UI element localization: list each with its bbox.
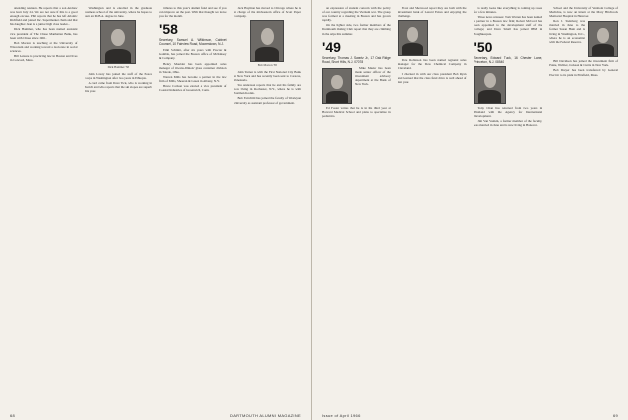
paragraph: Tony Chan has returned from two years in Thailand with the Agency for International Development. bbox=[473, 105, 543, 118]
class-secretary: Secretary, Thomas J. Swartz Jr., 17 Oak Ridge Road, Short Hills, N.J. 07078 bbox=[322, 55, 391, 64]
paragraph: Washington and is enrolled in the graduate business school of the university, where he hopes to earn an M.B.A. degree in June. bbox=[84, 6, 152, 19]
paragraph: an expression of student concern with the policy of our country regarding the Vietnam war. The group was formed at a meeting in Boston and has grown rapidly. bbox=[322, 6, 391, 23]
paragraph: Bob Morton is teaching at the University of Wisconsin and working toward a doctorate in social sciences. bbox=[10, 40, 78, 53]
paragraph: A card came from Dave Tick, who is working in Zurich and who reports that the ski slopes are superb this year. bbox=[84, 81, 152, 94]
magazine-title: DARTMOUTH ALUMNI MAGAZINE bbox=[230, 413, 301, 418]
right-column-1 bbox=[322, 6, 391, 402]
paragraph: Bob Dreyer has been transferred by General Electric to its plant in Pittsfield, Mass. bbox=[549, 68, 618, 77]
class-secretary: Secretary, Edward Tuck, 16 Chester Lane, Princeton, N.J. 08540 bbox=[473, 55, 543, 64]
portrait-photo bbox=[398, 20, 428, 56]
left-column-4 bbox=[234, 6, 302, 402]
paragraph: is really looks like everything is coming up roses for a few minutes. bbox=[473, 6, 543, 15]
paragraph: Stu Anderson reports that he and his family are now living in Rochester, N.Y., where he is with Eastman Kodak. bbox=[233, 83, 301, 96]
paragraph: John Lawry has joined the staff of the Peace Corps in Washington after two years in Ethiopia. bbox=[84, 71, 152, 80]
paragraph: Bill Leisure is practicing law in Boston and lives in Concord, Mass. bbox=[10, 54, 78, 63]
portrait-photo bbox=[250, 20, 284, 62]
paragraph: Jim Van Vonkin, a former member of the faculty, was married in June and is now living in Hanover. bbox=[473, 118, 543, 128]
paragraph: Bruce Carlson was elected a vice president of Coastal Industries of Greenwich, Conn. bbox=[159, 84, 227, 93]
right-column-4 bbox=[549, 6, 618, 402]
paragraph: Bill Davidson has joined the investment firm of Paine, Webber, Jackson & Curtis in New York. bbox=[549, 59, 618, 68]
paragraph: Ron J. Steinberg was married in June to the former Susan Hunt and is living in Washington, D.C., where he is an economist with the Federal Reserve. bbox=[549, 19, 585, 44]
paragraph: tributes to this year's alumni fund and see if you can improve on the past. With that thought we leave you for the month. bbox=[159, 6, 227, 19]
paragraph: School and the University of Vermont College of Medicine, is now an intern at the Mary Hitchcock Memorial Hospital in Hanover. bbox=[549, 6, 618, 19]
paragraph: On the lighter side, two former members of the Dartmouth Outing Club report that they are climbing in the Alps this summer. bbox=[322, 23, 391, 36]
left-column-1 bbox=[10, 6, 78, 402]
portrait-photo bbox=[588, 21, 618, 57]
paragraph: John Turner is with the First National City Bank in New York and has recently been sent to Caracas, Venezuela. bbox=[233, 69, 301, 83]
paragraph: I checked in with our class president Bob Ryan and learned that the class fund drive is well ahead of last year. bbox=[397, 71, 467, 84]
paragraph: Emil Schmitt, after six years with Procter & Gamble, has joined the Boston office of McKinsey & Company. bbox=[159, 48, 227, 61]
page-number: 69 bbox=[612, 413, 618, 418]
left-page bbox=[0, 0, 312, 420]
photo-caption: Dick Hammer '58 bbox=[107, 65, 129, 70]
right-column-3 bbox=[474, 6, 543, 402]
left-column-3 bbox=[159, 6, 227, 402]
class-year-heading: '49 bbox=[322, 38, 341, 55]
portrait-photo bbox=[474, 66, 506, 104]
paragraph: Bob Fairchild has joined the faculty of Wesleyan University as assistant professor of government. bbox=[233, 96, 301, 105]
portrait-photo bbox=[322, 68, 352, 104]
page-footer bbox=[322, 413, 618, 418]
right-column-2 bbox=[398, 6, 467, 402]
paragraph: Warren Mills has become a partner in the law firm of Mills, Sheeran & Green in Albany, N.Y. bbox=[159, 74, 227, 83]
paragraph: Mike Mazur has been made senior officer of the investment advisory department at the Bank of New York. bbox=[355, 65, 391, 87]
paragraph: Henry Moulder has been appointed sales manager of Owens-Illinois' glass container division in Toledo, Ohio. bbox=[159, 61, 227, 74]
issue-date: Issue of April 1966 bbox=[322, 413, 361, 418]
class-year-heading: '58 bbox=[159, 21, 178, 38]
page-number: 68 bbox=[10, 413, 16, 418]
left-column-2 bbox=[85, 6, 153, 402]
photo-caption: Bob Morton '58 bbox=[257, 63, 277, 68]
paragraph: Pete Robinson has been named regional sales manager for the Dow Chemical Company in Cleveland. bbox=[397, 58, 467, 71]
paragraph: Three news releases: Tom Warren has been named a partner in a Boston law firm; Robert McCord has been appointed to the development staff of the College; and Dave Small has joined IBM in Poughkeepsie. bbox=[473, 15, 543, 36]
class-year-heading: '50 bbox=[473, 38, 493, 55]
portrait-photo bbox=[100, 20, 136, 64]
page-footer bbox=[10, 413, 301, 418]
class-secretary: Secretary, Samuel A. Wilkinson, Cabinet Counsel, 10 Fairview Road, Moorestown, N.J. bbox=[159, 38, 227, 47]
paragraph: Dick Hammer, who has been named assistant vice president of The Chase Manhattan Bank, has been with Chase since 1961. bbox=[10, 27, 78, 40]
paragraph: Ed Foster writes that he is in his third year at Harvard Medical School and plans to specialize in pediatrics. bbox=[322, 105, 391, 118]
right-page bbox=[312, 0, 628, 420]
paragraph: Frost and Sherwood report they are both with the investment bank of Lazard Frères and enjoying the challenge. bbox=[397, 6, 467, 19]
paragraph: attending reunion. He reports that a son Andrew was born July 24. We are not sure if this is a good enough excuse. Phil reports that he has left Atlantic Richfield and joined Inc. Supermarket chain and that his daughter Jean is a junior high class leader... bbox=[10, 6, 78, 27]
paragraph: Jack Hayman has moved to Chicago where he is in charge of the midwestern office of Scott Paper Company. bbox=[233, 6, 301, 19]
